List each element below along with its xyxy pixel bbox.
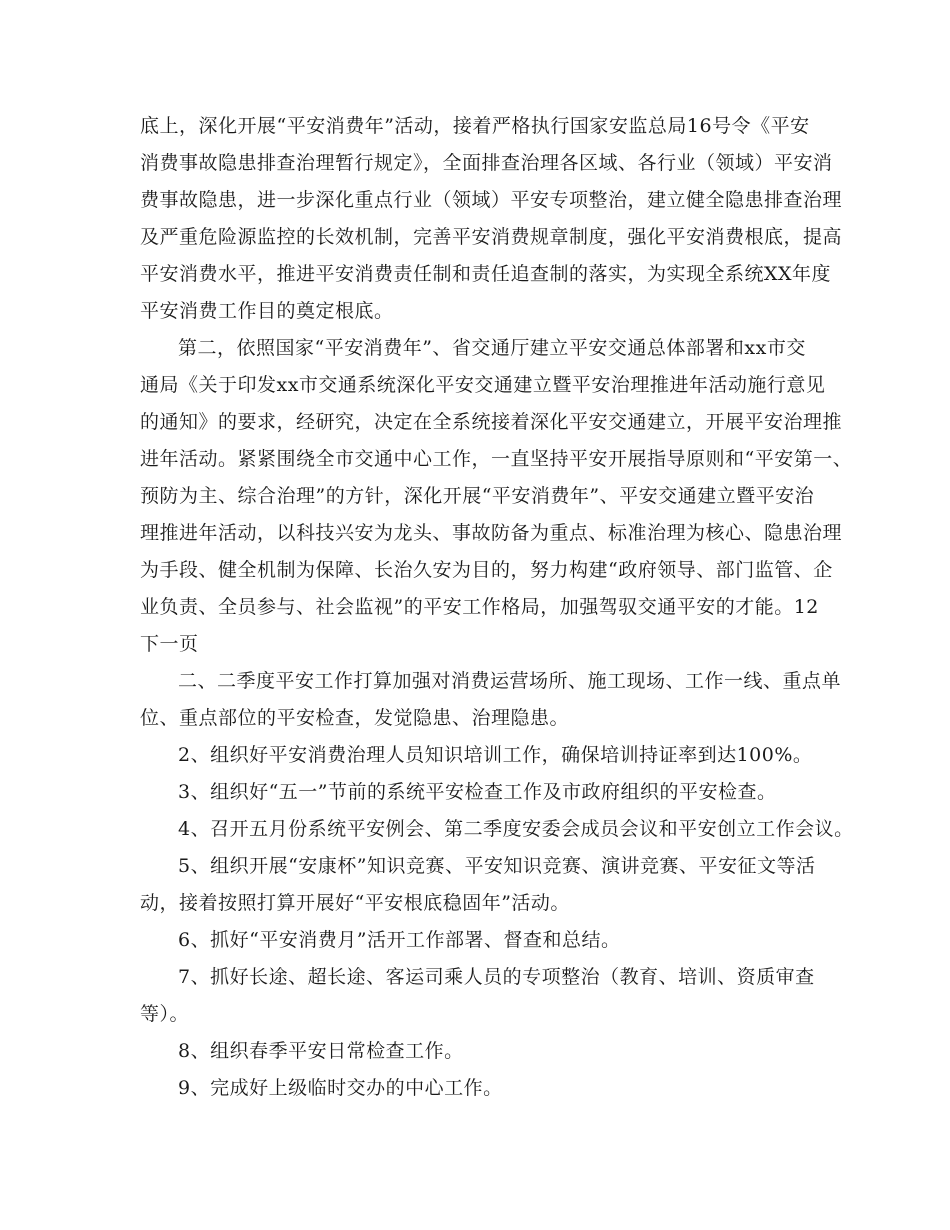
list-item-3	[140, 774, 820, 811]
text-line: 进年活动。紧紧围绕全市交通中心工作，一直坚持平安开展指导原则和“平安第一、	[140, 448, 853, 470]
text-line: 6、抓好“平安消费月”活开工作部署、督查和总结。	[178, 929, 621, 951]
list-item-7	[140, 959, 820, 1033]
text-line: 2、组织好平安消费治理人员知识培训工作，确保培训持证率到达100%。	[178, 744, 813, 766]
text-line: 平安消费工作目的奠定根底。	[140, 300, 394, 322]
text-line: 消费事故隐患排查治理暂行规定》，全面排查治理各区域、各行业（领域）平安消	[140, 152, 833, 174]
text-line: 8、组织春季平安日常检查工作。	[178, 1040, 464, 1062]
text-line: 5、组织开展“安康杯”知识竞赛、平安知识竞赛、演讲竞赛、平安征文等活	[178, 855, 816, 877]
list-item-9	[140, 1070, 820, 1107]
text-line: 等）。	[140, 1003, 190, 1025]
list-item-2	[140, 737, 820, 774]
text-line: 底上，深化开展“平安消费年”活动，接着严格执行国家安监总局16号令《平安	[140, 115, 810, 137]
list-item-4	[140, 811, 854, 848]
text-line: 为手段、健全机制为保障、长治久安为目的，努力构建“政府领导、部门监管、企	[140, 559, 833, 581]
text-line: 业负责、全员参与、社会监视”的平安工作格局，加强驾驭交通平安的才能。12	[140, 596, 819, 618]
next-page-link[interactable]: 下一页	[140, 633, 199, 655]
text-line: 动，接着按照打算开展好“平安根底稳固年”活动。	[140, 892, 570, 914]
text-line: 费事故隐患，进一步深化重点行业（领域）平安专项整治，建立健全隐患排查治理	[140, 189, 843, 211]
text-line: 4、召开五月份系统平安例会、第二季度安委会成员会议和平安创立工作会议。	[178, 818, 854, 840]
text-line: 7、抓好长途、超长途、客运司乘人员的专项整治（教育、培训、资质审查	[178, 966, 815, 988]
document-page	[140, 108, 854, 1107]
list-item-6	[140, 922, 820, 959]
paragraph-2	[140, 330, 853, 663]
text-line: 的通知》的要求，经研究，决定在全系统接着深化平安交通建立，开展平安治理推	[140, 411, 843, 433]
text-line: 位、重点部位的平安检查，发觉隐患、治理隐患。	[140, 707, 570, 729]
text-line: 通局《关于印发xx市交通系统深化平安交通建立暨平安治理推进年活动施行意见	[140, 374, 826, 396]
text-line: 3、组织好“五一”节前的系统平安检查工作及市政府组织的平安检查。	[178, 781, 777, 803]
paragraph-1	[140, 108, 843, 330]
list-item-8	[140, 1033, 820, 1070]
text-line: 9、完成好上级临时交办的中心工作。	[178, 1077, 503, 1099]
text-line: 理推进年活动，以科技兴安为龙头、事故防备为重点、标准治理为核心、隐患治理	[140, 522, 843, 544]
text-line: 平安消费水平，推进平安消费责任制和责任追查制的落实，为实现全系统XX年度	[140, 263, 832, 285]
text-line: 及严重危险源监控的长效机制，完善平安消费规章制度，强化平安消费根底，提高	[140, 226, 843, 248]
list-item-5	[140, 848, 820, 922]
text-line: 预防为主、综合治理”的方针，深化开展“平安消费年”、平安交通建立暨平安治	[140, 485, 815, 507]
text-line: 二、二季度平安工作打算加强对消费运营场所、施工现场、工作一线、重点单	[178, 670, 842, 692]
text-line: 第二，依照国家“平安消费年”、省交通厅建立平安交通总体部署和xx市交	[178, 337, 806, 359]
paragraph-3	[140, 663, 842, 737]
